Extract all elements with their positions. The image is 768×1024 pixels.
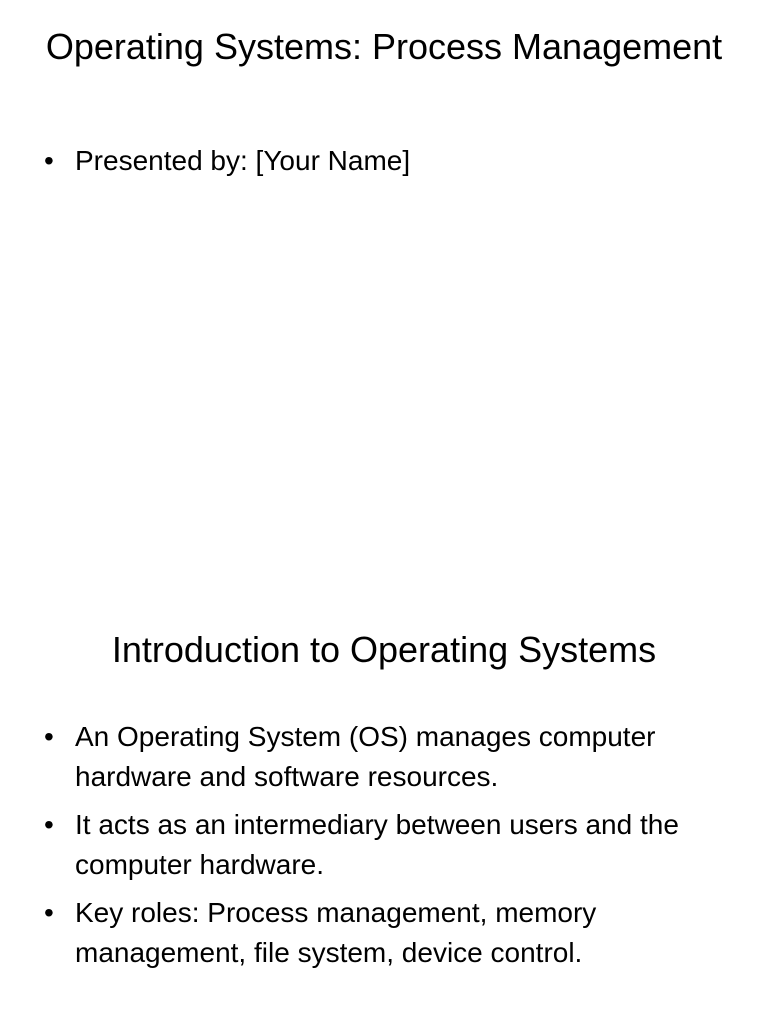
bullet-text: It acts as an intermediary between users and the computer hardware. <box>75 809 679 880</box>
bullet-icon: • <box>44 145 54 176</box>
slide-2-title: Introduction to Operating Systems <box>111 629 657 670</box>
bullet-text: Key roles: Process management, memory management, file system, device control. <box>75 897 597 968</box>
bullet-item <box>44 141 724 181</box>
bullet-item <box>44 893 724 973</box>
slide-1-title: Operating Systems: Process Management <box>45 26 723 67</box>
bullet-icon: • <box>44 897 54 928</box>
bullet-icon: • <box>44 809 54 840</box>
bullet-icon: • <box>44 721 54 752</box>
slide-2-bullet-list <box>44 717 724 981</box>
bullet-item <box>44 717 724 797</box>
bullet-item <box>44 805 724 885</box>
slide-1-bullet-list <box>44 141 724 189</box>
bullet-text: An Operating System (OS) manages computer hardware and software resources. <box>75 721 656 792</box>
bullet-text: Presented by: [Your Name] <box>75 145 411 176</box>
slide-2 <box>0 600 768 1024</box>
